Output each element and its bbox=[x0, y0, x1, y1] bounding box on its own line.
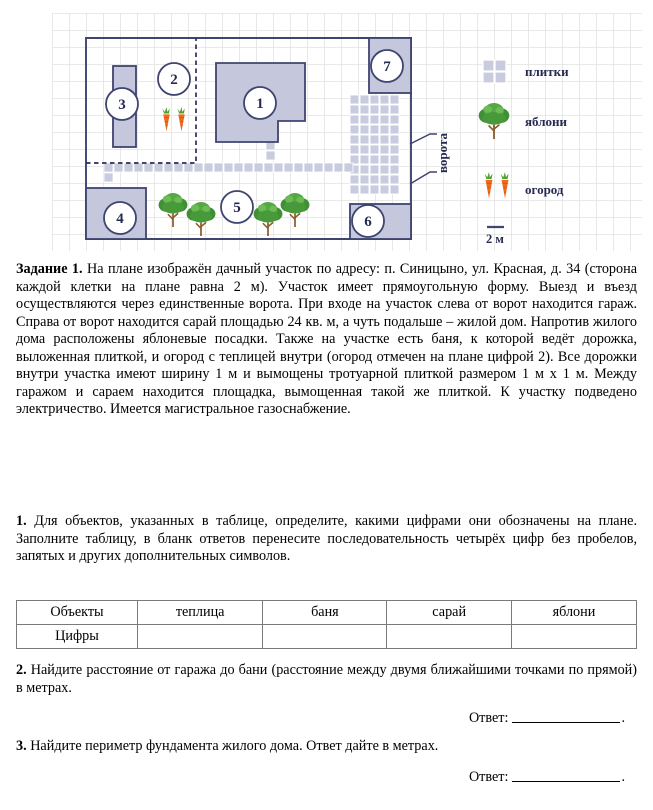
horizontal-tile-path bbox=[104, 163, 353, 172]
table-header-objects: Объекты bbox=[17, 601, 138, 625]
scale-label: 2 м bbox=[486, 232, 504, 246]
svg-text:7: 7 bbox=[383, 59, 391, 75]
plan-svg bbox=[0, 8, 653, 256]
question-2-number: 2. bbox=[16, 662, 27, 678]
question-2-text: Найдите расстояние от гаража до бани (расстояние между двумя ближайшими точками по прямой) в метрах. bbox=[16, 662, 638, 696]
task-body: На плане изображён дачный участок по адресу: п. Синицыно, ул. Красная, д. 34 (сторона каждой клетки на плане равна 2 м). Участок имеет прямоугольную форму. Выезд и въезд осуществляются через единственные ворота. При входе на участок слева от ворот находится гараж. Справа от ворот находится сарай площадью 24 кв. м, а чуть подальше – жилой дом. Напротив жилого дома расположены яблоневые посадки. Также на участке есть баня, к которой ведёт дорожка, выложенная плиткой, и огород с теплицей внутри (огород отмечен на плане цифрой 2). Все дорожки внутри участка имеют ширину 1 м и вымощены тротуарной плиткой размером 1 м х 1 м. Между гаражом и сараем находится площадка, вымощенная такой же плиткой. К участку подведено электричество. Имеется магистральное газоснабжение. bbox=[16, 261, 637, 418]
bathhouse-path-stub bbox=[104, 173, 113, 182]
answer-label-3: Ответ: bbox=[468, 768, 509, 785]
marker-6 bbox=[352, 205, 384, 237]
legend-label-apple: яблони bbox=[525, 114, 567, 129]
table-cell-digit-2[interactable] bbox=[263, 625, 387, 649]
gate-label: ворота bbox=[435, 132, 450, 174]
legend-label-garden: огород bbox=[525, 182, 564, 197]
legend-label-tiles: плитки bbox=[525, 64, 569, 79]
marker-2 bbox=[158, 63, 190, 95]
table-cell-object-4: яблони bbox=[511, 601, 636, 625]
marker-5 bbox=[221, 191, 253, 223]
svg-text:4: 4 bbox=[116, 211, 124, 227]
tiles-icon bbox=[483, 60, 506, 83]
question-1 bbox=[16, 513, 637, 566]
task-heading: Задание 1. bbox=[16, 261, 83, 277]
marker-7 bbox=[371, 50, 403, 82]
table-header-digits: Цифры bbox=[17, 625, 138, 649]
marker-1 bbox=[244, 87, 276, 119]
table-cell-object-2: баня bbox=[263, 601, 387, 625]
svg-text:5: 5 bbox=[233, 200, 241, 216]
svg-text:6: 6 bbox=[364, 214, 372, 230]
marker-3 bbox=[106, 88, 138, 120]
question-1-text: Для объектов, указанных в таблице, определите, какими цифрами они обозначены на плане. Заполните таблицу, в бланк ответов перенесите последовательность четырёх цифр без пробелов, запятых и других дополнительных символов. bbox=[16, 513, 638, 565]
question-2-answer-line: Ответ: . bbox=[468, 710, 625, 727]
table-row-digits bbox=[17, 625, 637, 649]
table-cell-digit-3[interactable] bbox=[387, 625, 511, 649]
answer-blank-2[interactable] bbox=[512, 709, 620, 723]
site-plan-diagram bbox=[0, 8, 653, 256]
task-paragraph bbox=[16, 261, 637, 419]
table-row-objects bbox=[17, 601, 637, 625]
answer-blank-3[interactable] bbox=[512, 768, 620, 782]
question-3 bbox=[16, 738, 637, 786]
table-cell-object-3: сарай bbox=[387, 601, 511, 625]
svg-text:3: 3 bbox=[118, 97, 126, 113]
svg-text:1: 1 bbox=[256, 96, 264, 112]
question-3-answer-line: Ответ: . bbox=[468, 768, 625, 785]
table-cell-object-1: теплица bbox=[137, 601, 262, 625]
objects-table bbox=[16, 600, 637, 649]
answer-label-2: Ответ: bbox=[468, 710, 509, 727]
svg-text:2: 2 bbox=[170, 72, 178, 88]
question-3-text: Найдите периметр фундамента жилого дома. Ответ дайте в метрах. bbox=[30, 738, 439, 754]
question-1-number: 1. bbox=[16, 513, 27, 529]
question-3-number: 3. bbox=[16, 738, 27, 754]
table-cell-digit-4[interactable] bbox=[511, 625, 636, 649]
question-2 bbox=[16, 662, 637, 728]
table-cell-digit-1[interactable] bbox=[137, 625, 262, 649]
marker-4 bbox=[104, 202, 136, 234]
